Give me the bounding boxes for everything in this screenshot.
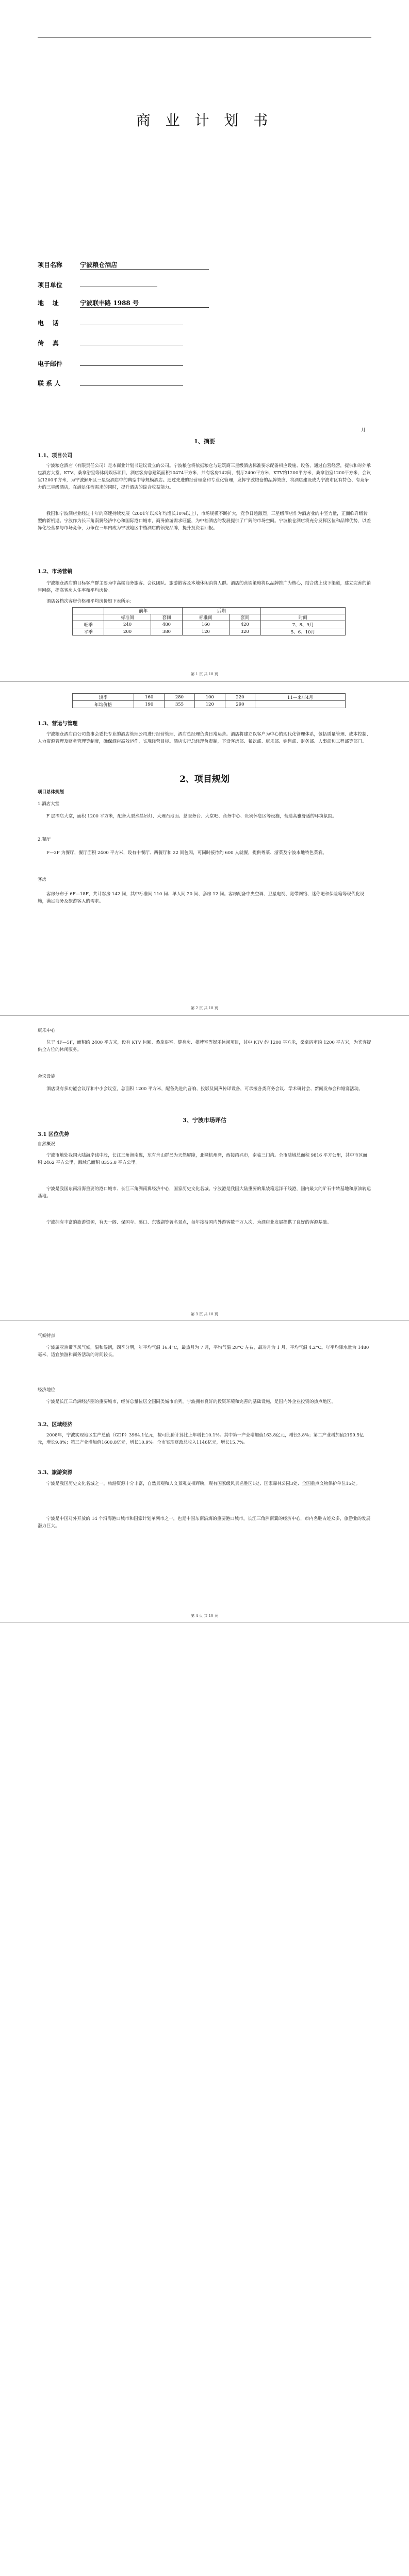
paragraph-tourism-base: 宁波拥有丰富的旅游资源，有天一阁、保国寺、溪口、东钱湖等著名景点，每年接待国内外游客数千万人次，为酒店业发展提供了良好的客源基础。: [46, 1220, 332, 1225]
paragraph-nature: 宁波市地处我国大陆海岸线中段，长江三角洲南翼，东有舟山群岛为天然屏障，北濒杭州湾，西接绍兴市，南临三门湾。全市陆域总面积 9816 平方公里，其中市区面积 2462 平方公里，海域总面积 8355.8 平方公里。: [38, 1153, 368, 1165]
table-cell: 420: [229, 621, 260, 628]
table-cell: 290: [225, 701, 255, 708]
table-cell: 旺季: [73, 621, 104, 628]
table-header: 标准间: [104, 614, 151, 621]
subheading-tourism: 3.3、旅游资源: [38, 1470, 73, 1476]
market-evaluation-heading: 3、宁波市场评估: [183, 1117, 226, 1124]
table-header: 套间: [229, 614, 260, 621]
price-table-continued: [72, 693, 346, 708]
paragraph-lobby: F 层酒店大堂，面积 1200 平方米，配备大型水晶吊灯、大理石地面、总服务台、大堂吧、商务中心、贵宾休息区等设施，营造高雅舒适的环境氛围。: [46, 814, 337, 819]
paragraph-meeting: 酒店设有多功能会议厅和中小会议室，总面积 1200 平方米，配备先进的音响、投影及同声传译设备，可承接各类商务会议、学术研讨会、新闻发布会和婚宴活动。: [46, 1086, 363, 1092]
table-header: [73, 614, 104, 621]
table-cell: 200: [104, 628, 151, 635]
paragraph-port: 宁波是我国东南沿海重要的港口城市、长江三角洲南翼经济中心，国家历史文化名城。宁波港是我国大陆重要的集装箱远洋干线港，国内最大的矿石中转基地和原油转运基地。: [38, 1186, 371, 1199]
table-row: [73, 694, 346, 701]
page-footer: 第 3 页 共 10 页: [191, 1312, 218, 1316]
table-cell: 年均价格: [73, 701, 134, 708]
table-cell: 160: [183, 621, 229, 628]
table-cell: [255, 701, 346, 708]
table-cell: 160: [134, 694, 165, 701]
table-cell: 220: [225, 694, 255, 701]
table-cell: 120: [183, 628, 229, 635]
page-divider: [0, 681, 409, 682]
paragraph-economy-position: 宁波是长江三角洲经济圈的重要城市，经济总量位居全国同类城市前列，宁波拥有良好的投资环境和完善的基础设施，是国内外企业投资的热点地区。: [46, 1399, 336, 1404]
paragraph-climate: 宁波属亚热带季风气候，温和湿润，四季分明，年平均气温 16.4°C，最热月为 7 月，平均气温 28°C 左右，最冷月为 1 月，平均气温 4.2°C。年平均降水量为 1480 毫米，适宜旅游和商务活动的时间较长。: [38, 1345, 369, 1358]
field-address: 地 址 宁波联丰路 1988 号: [38, 298, 209, 308]
top-rule: [38, 37, 371, 38]
subheading-recreation: 康乐中心: [38, 1028, 56, 1033]
field-project-name: 项目名称 宁波粮仓酒店: [38, 260, 209, 270]
table-cell: 100: [194, 694, 225, 701]
table-row: [73, 628, 346, 635]
page-divider: [0, 1015, 409, 1016]
page-footer: 第 1 页 共 10 页: [191, 672, 218, 676]
page-divider: [0, 1320, 409, 1321]
field-contact: 联 系 人: [38, 378, 183, 388]
page-footer: 第 4 页 共 10 页: [191, 1614, 218, 1618]
table-cell: 280: [165, 694, 195, 701]
page-footer: 第 2 页 共 10 页: [191, 1006, 218, 1010]
table-header: 时间: [260, 614, 345, 621]
paragraph-regional-economy: 2008年，宁波实现地区生产总值（GDP）3964.1亿元，按可比价计算比上年增长10.1%。其中第一产业增加值163.8亿元，增长3.8%；第二产业增加值2199.5亿元，增长9.8%；第三产业增加值1600.8亿元，增长10.9%。全市实现财政总收入1146亿元，增长15.7%。: [38, 1433, 364, 1445]
table-header: 套间: [151, 614, 182, 621]
paragraph-market-context: 我国和宁波酒店业经过十年的高速持续发展（2001年以来年均增长10%以上），市场规模不断扩大，竞争日趋激烈。三星级酒店作为酒店业的中坚力量，正面临升级转型的新机遇。宁波作为长三角南翼经济中心和国际港口城市，商务旅游需求旺盛，为中档酒店的发展提供了广阔的市场空间。宁波粮仓酒店将充分发挥区位和品牌优势，以差异化经营参与市场竞争，力争在三年内成为宁波地区中档酒店的领先品牌，提升投资者回报。: [38, 511, 371, 531]
subheading-company: 1.1、项目公司: [38, 453, 73, 459]
paragraph-rooms: 客房分布于 6F—18F，共计客房 142 间，其中标准间 110 间、单人间 20 间、套房 12 间。客房配备中央空调、卫星电视、宽带网络、迷你吧和保险箱等现代化设施，满足商务及旅游客人的需求。: [38, 892, 365, 904]
table-cell: 11—来年4月: [255, 694, 346, 701]
paragraph-restaurant: F—3F 为餐厅，餐厅面积 2400 平方米，设有中餐厅、西餐厅和 22 间包厢，可同时接待约 600 人就餐，提供粤菜、浙菜及宁波本地特色菜肴。: [46, 850, 327, 856]
planning-heading: 2、项目规划: [179, 774, 230, 784]
field-phone: 电 话: [38, 317, 183, 327]
table-cell: 240: [104, 621, 151, 628]
table-cell: 320: [229, 628, 260, 635]
subheading-nature: 自然概况: [38, 1142, 56, 1147]
table-cell: 平季: [73, 628, 104, 635]
table-row: [73, 621, 346, 628]
field-project-unit: 项目单位: [38, 279, 157, 289]
cover-title: 商 业 计 划 书: [136, 112, 273, 129]
paragraph-company: 宁波粮仓酒店（有限责任公司）是本商业计划书建议设立的公司。宁波粮仓将依据粮仓与建筑商三星级酒店标准要求配备相应设施、设备，通过自营经营，提供和对外承包酒店大堂、KTV、桑拿浴室等休闲娱乐项目，酒店客房总建筑面积10474平方米，共有客房142间，餐厅2400平方米，KTV约1200平方米，桑拿浴室1200平方米，会议室1200平方米，为宁波鄞州区三星级酒店中的典型中等规模酒店。通过先进的经营理念和专业化管理，发挥宁波粮仓的品牌效应，将酒店建设成为宁波市区有特色、有竞争力的三星级酒店，在满足住宿需求的同时，提升酒店的综合收益能力。: [38, 463, 371, 490]
price-table: [72, 607, 346, 635]
table-cell: 120: [194, 701, 225, 708]
cover-date: 月: [361, 428, 366, 433]
subheading-meeting: 会议设施: [38, 1074, 56, 1079]
subheading-regional-economy: 3.2、区域经济: [38, 1422, 73, 1428]
subheading-restaurant: 2.餐厅: [38, 837, 51, 842]
field-email: 电子邮件: [38, 358, 183, 368]
paragraph-price-intro: 酒店各档次客房价格和平均房价如下表所示：: [46, 599, 135, 604]
field-fax: 传 真: [38, 338, 183, 347]
subheading-marketing: 1.2、市场营销: [38, 569, 73, 575]
subheading-economy-position: 经济地位: [38, 1387, 56, 1393]
table-cell: 380: [151, 628, 182, 635]
table-cell: 190: [134, 701, 165, 708]
subheading-climate: 气候特点: [38, 1333, 56, 1339]
table-cell: 5、6、10月: [260, 628, 345, 635]
table-header: 后期: [183, 608, 261, 614]
table-cell: 7、8、9月: [260, 621, 345, 628]
subheading-rooms: 客房: [38, 877, 47, 882]
page-divider: [0, 1622, 409, 1623]
table-cell: 淡季: [73, 694, 134, 701]
paragraph-operations: 宁波粮仓酒店由公司董事会委托专业的酒店管理公司进行经营管理，酒店总经理负责日常运营。酒店将建立以客户为中心的现代化管理体系，包括质量管理、成本控制、人力资源管理及财务管理等制度，确保酒店高效运作，实现经营目标。酒店实行总经理负责制，下设客房部、餐饮部、康乐部、销售部、财务部、人事部和工程部等部门。: [38, 732, 371, 744]
subheading-operations: 1.3、营运与管理: [38, 721, 78, 727]
subheading-overall-plan: 项目总体规划: [38, 790, 64, 795]
paragraph-recreation: 位于 4F—5F，面积约 2400 平方米，设有 KTV 包厢、桑拿浴室、健身房、棋牌室等娱乐休闲项目，其中 KTV 约 1200 平方米，桑拿浴室约 1200 平方米，为宾客提供全方位的休闲服务。: [38, 1040, 371, 1052]
table-header: [73, 608, 104, 614]
subheading-lobby: 1.酒店大堂: [38, 801, 60, 807]
summary-heading: 1、摘要: [194, 438, 215, 445]
table-header: [260, 608, 345, 614]
subheading-location: 3.1 区位优势: [38, 1132, 69, 1138]
table-row: [73, 701, 346, 708]
paragraph-marketing: 宁波粮仓酒店的目标客户群主要为中高端商务旅客、会议团队、旅游散客及本地休闲消费人群。酒店的营销策略将以品牌推广为核心，结合线上线下渠道，建立完善的销售网络，提高客房入住率和平均房价。: [38, 581, 371, 593]
table-cell: 480: [151, 621, 182, 628]
table-header: 标准间: [183, 614, 229, 621]
paragraph-tourism: 宁波是我国历史文化名城之一，旅游资源十分丰富，自然景观和人文景观交相辉映，现有国家级风景名胜区1处、国家森林公园3处、全国重点文物保护单位15处。: [46, 1481, 361, 1486]
table-cell: 355: [165, 701, 195, 708]
table-header: 前年: [104, 608, 183, 614]
paragraph-open-city: 宁波是中国对外开放的 14 个沿海港口城市和国家计划单列市之一，也是中国东南沿海的重要港口城市，长江三角洲南翼的经济中心，市内名胜古迹众多，旅游业的发展潜力巨大。: [38, 1516, 371, 1529]
